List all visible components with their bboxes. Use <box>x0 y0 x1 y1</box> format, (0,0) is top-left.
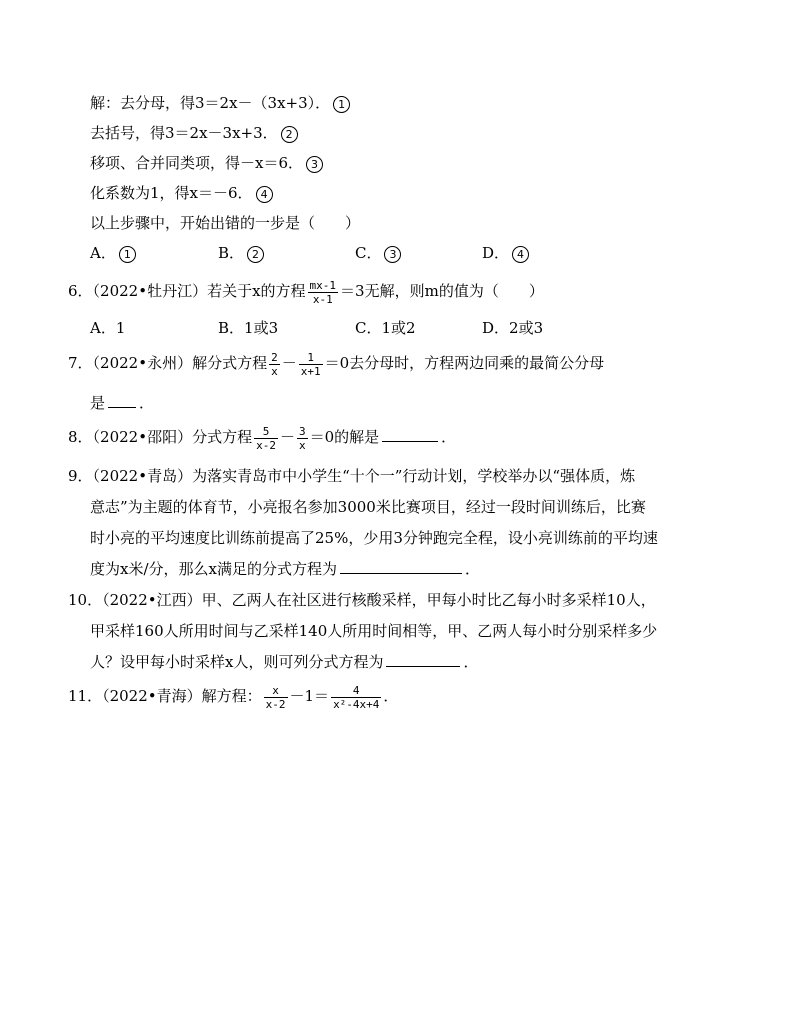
answer-blank[interactable] <box>386 652 460 667</box>
minus-sign: － <box>281 354 297 372</box>
circled-number-4: 4 <box>512 246 529 263</box>
question-9-line3: 时小亮的平均速度比训练前提高了25%，少用3分钟跑完全程，设小亮训练前的平均速 <box>90 529 658 547</box>
q6-option-b[interactable] <box>218 318 278 338</box>
q5-step2-text: 去括号，得3＝2x－3x+3． <box>90 124 278 142</box>
question-source: （2022•永州） <box>92 354 193 372</box>
circled-number-2: 2 <box>247 246 264 263</box>
circled-number-1: 1 <box>119 246 136 263</box>
question-9-line4 <box>90 559 480 579</box>
period: ． <box>139 394 155 412</box>
option-label: A． <box>90 244 116 262</box>
question-text: 解分式方程 <box>192 354 268 372</box>
circled-number-3: 3 <box>306 156 323 173</box>
question-text: 人？设甲每小时采样x人，则可列分式方程为 <box>90 653 384 671</box>
fraction-numerator: 3 <box>298 424 306 438</box>
question-10-line2: 甲采样160人所用时间与乙采样140人所用时间相等，甲、乙两人每小时分别采样多少 <box>90 622 658 640</box>
question-text: 是 <box>90 394 106 412</box>
q5-option-b[interactable] <box>218 243 264 263</box>
period: ． <box>383 687 399 705</box>
question-8 <box>68 424 456 452</box>
question-text: 若关于x的方程 <box>207 282 306 300</box>
period: ． <box>463 653 479 671</box>
q6-option-c[interactable] <box>355 318 416 338</box>
question-text: （2022•江西）甲、乙两人在社区进行核酸采样，甲每小时比乙每小时多采样10人， <box>102 591 656 609</box>
q5-option-d[interactable] <box>482 243 529 263</box>
period: ． <box>441 428 457 446</box>
fraction-denominator: x-2 <box>256 438 276 452</box>
question-text: 度为x米/分，那么x满足的分式方程为 <box>90 560 337 578</box>
fraction <box>269 351 280 378</box>
fraction-denominator: x <box>298 438 306 452</box>
question-10-line3 <box>90 652 478 672</box>
question-text-after: ＝3无解，则m的值为（ ） <box>340 282 544 300</box>
fraction-numerator: x <box>264 684 288 698</box>
question-11 <box>68 683 398 711</box>
circled-number-3: 3 <box>384 246 401 263</box>
question-text: （2022•青岛）为落实青岛市中小学生“十个一”行动计划，学校举办以“强体质，炼 <box>92 467 636 485</box>
circled-number-1: 1 <box>333 96 350 113</box>
option-value: 1或2 <box>381 319 416 337</box>
option-label: B． <box>218 319 245 337</box>
q5-step4 <box>90 183 273 203</box>
q6-option-d[interactable] <box>482 318 543 338</box>
question-7 <box>68 350 604 378</box>
period: ． <box>464 560 480 578</box>
fraction-denominator: x²-4x+4 <box>333 697 380 711</box>
option-value: 1 <box>115 319 126 337</box>
question-number: 10． <box>68 591 103 609</box>
fraction <box>331 684 381 711</box>
fraction <box>297 425 308 452</box>
fraction-numerator: mx-1 <box>309 278 337 292</box>
question-9-line2: 意志”为主题的体育节，小亮报名参加3000米比赛项目，经过一段时间训练后，比赛 <box>90 498 646 516</box>
question-source: （2022•邵阳） <box>92 428 193 446</box>
question-number: 11． <box>68 687 103 705</box>
option-label: B． <box>218 244 245 262</box>
fraction-denominator: x-2 <box>265 697 286 711</box>
fraction-denominator: x+1 <box>300 364 321 378</box>
q5-step1-text: 解：去分母，得3＝2x－（3x+3）． <box>90 94 331 112</box>
q5-step3-text: 移项、合并同类项，得－x＝6． <box>90 154 304 172</box>
question-6 <box>68 278 544 306</box>
option-label: C． <box>355 244 382 262</box>
q5-question: 以上步骤中，开始出错的一步是（ ） <box>90 214 361 232</box>
q5-step1 <box>90 93 350 113</box>
option-value: 1或3 <box>244 319 279 337</box>
question-text-after: ＝0的解是 <box>309 428 380 446</box>
fraction <box>254 425 278 452</box>
q5-step2 <box>90 123 298 143</box>
option-label: A． <box>90 319 116 337</box>
option-value: 2或3 <box>509 319 544 337</box>
option-label: C． <box>355 319 382 337</box>
q5-option-c[interactable] <box>355 243 401 263</box>
q5-option-a[interactable] <box>90 243 136 263</box>
q5-step3 <box>90 153 323 173</box>
question-10-line1 <box>68 590 656 610</box>
option-label: D． <box>482 319 510 337</box>
fraction-numerator: 2 <box>271 350 278 364</box>
question-number: 7． <box>68 354 93 372</box>
question-7-line2 <box>90 393 154 413</box>
equation-middle: －1＝ <box>289 687 330 705</box>
question-text: 解方程： <box>201 687 262 705</box>
fraction <box>308 279 339 306</box>
answer-blank[interactable] <box>340 559 462 574</box>
fraction-numerator: 4 <box>331 684 381 698</box>
question-source: （2022•牡丹江） <box>92 282 208 300</box>
circled-number-4: 4 <box>256 186 273 203</box>
question-text: 分式方程 <box>192 428 253 446</box>
fraction <box>299 351 323 378</box>
fraction <box>264 684 288 711</box>
question-source: （2022•青海） <box>102 687 202 705</box>
question-9-line1 <box>68 466 635 486</box>
fraction-denominator: x-1 <box>312 292 333 306</box>
q5-step4-text: 化系数为1，得x＝－6． <box>90 184 253 202</box>
fraction-numerator: 5 <box>254 425 278 439</box>
q6-option-a[interactable] <box>90 318 125 338</box>
fraction-denominator: x <box>271 364 278 378</box>
question-number: 8． <box>68 428 93 446</box>
question-text-after: ＝0去分母时，方程两边同乘的最简公分母 <box>324 354 605 372</box>
fraction-numerator: 1 <box>299 351 323 365</box>
minus-sign: － <box>279 428 295 446</box>
circled-number-2: 2 <box>281 126 298 143</box>
question-number: 6． <box>68 282 93 300</box>
option-label: D． <box>482 244 510 262</box>
answer-blank[interactable] <box>108 393 136 408</box>
question-number: 9． <box>68 467 93 485</box>
answer-blank[interactable] <box>382 427 438 442</box>
